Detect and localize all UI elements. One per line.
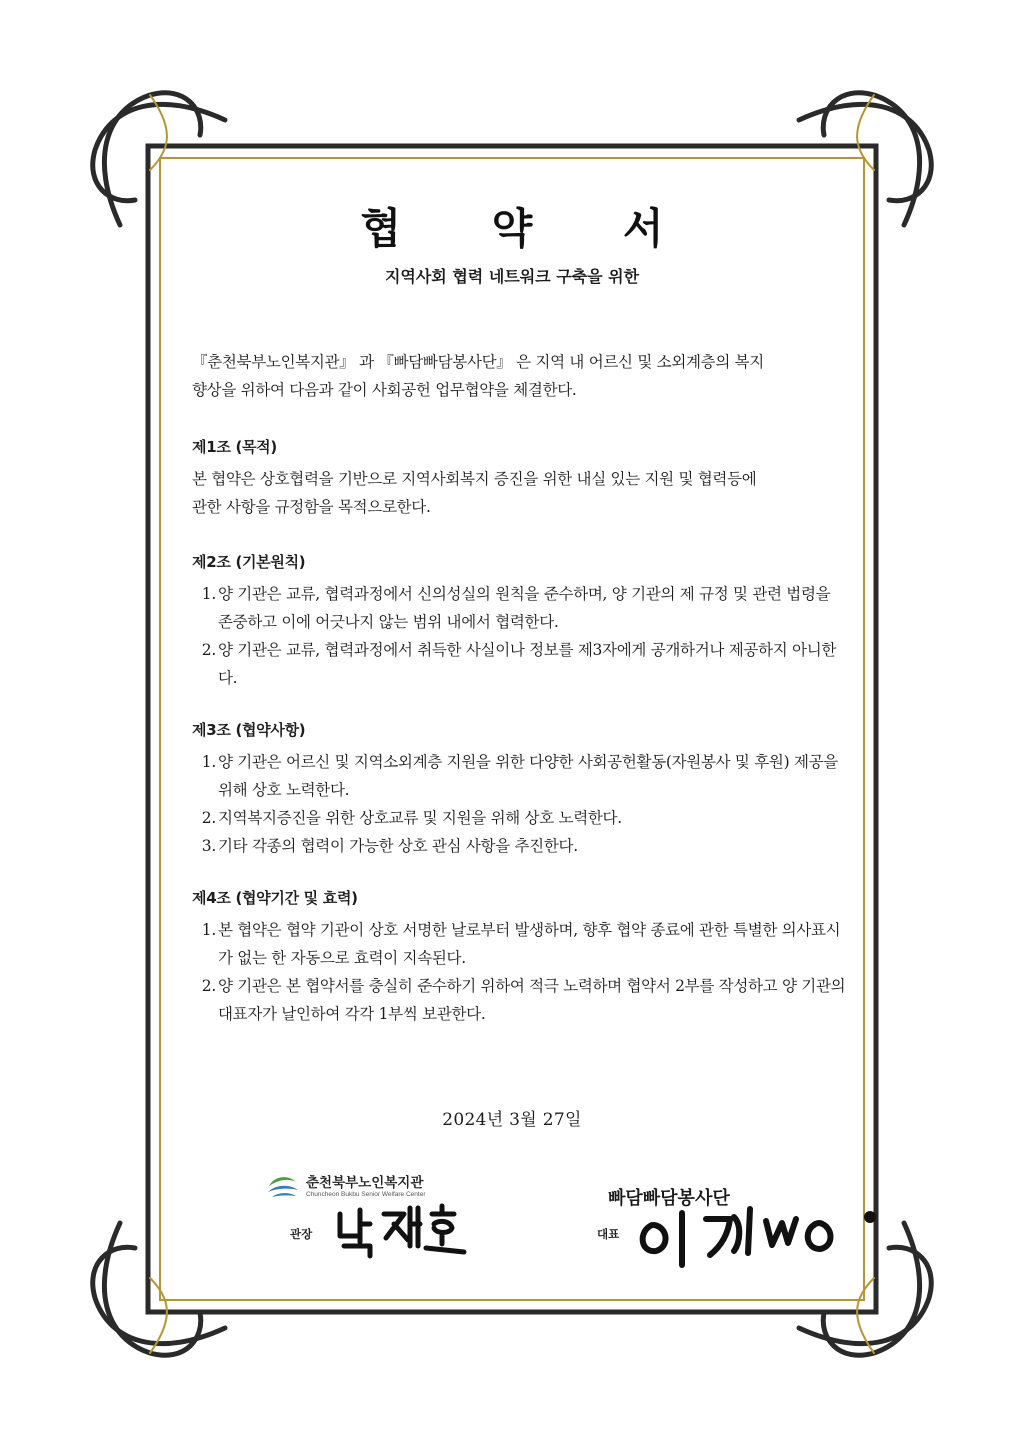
welfare-center-logo-icon xyxy=(266,1172,300,1202)
left-role-label: 관장 xyxy=(290,1227,313,1241)
intro-paragraph xyxy=(192,348,852,404)
article-heading: 제4조 (협약기간 및 효력) xyxy=(192,889,358,907)
list-item xyxy=(192,636,852,692)
left-signature xyxy=(330,1200,470,1260)
right-signature xyxy=(630,1195,890,1270)
list-text: 양 기관은 교류, 협력과정에서 신의성실의 원칙을 준수하며, 양 기관의 제 규정 및 관련 법령을 존중하고 이에 어긋나지 않는 범위 내에서 협력한다. xyxy=(218,585,831,631)
list-item xyxy=(192,580,852,636)
article-heading: 제3조 (협약사항) xyxy=(192,721,306,739)
article-list xyxy=(192,748,852,860)
left-org-name: 춘천북부노인복지관 xyxy=(306,1174,424,1191)
article-3 xyxy=(192,716,852,860)
article-heading: 제2조 (기본원칙) xyxy=(192,553,306,571)
list-text: 양 기관은 본 협약서를 충실히 준수하기 위하여 적극 노력하며 협약서 2부를 작성하고 양 기관의 대표자가 날인하여 각각 1부씩 보관한다. xyxy=(218,977,846,1023)
list-number: 3. xyxy=(201,837,216,855)
left-org-name-en: Chuncheon Bukbu Senior Welfare Center xyxy=(306,1190,426,1198)
list-item xyxy=(192,972,852,1028)
list-item xyxy=(192,916,852,972)
article-4 xyxy=(192,884,852,1028)
list-text: 양 기관은 교류, 협력과정에서 취득한 사실이나 정보를 제3자에게 공개하거나 제공하지 아니한다. xyxy=(218,641,837,687)
left-org-block xyxy=(266,1172,425,1202)
list-item xyxy=(192,804,852,832)
list-text: 본 협약은 협약 기관이 상호 서명한 날로부터 발생하며, 향후 협약 종료에 관한 특별한 의사표시가 없는 한 자동으로 효력이 지속된다. xyxy=(218,921,841,967)
list-text: 지역복지증진을 위한 상호교류 및 지원을 위해 상호 노력한다. xyxy=(218,809,622,827)
intro-line: 『춘천북부노인복지관』 과 『빠담빠담봉사단』 은 지역 내 어르신 및 소외계층의 복지 xyxy=(192,353,764,371)
list-number: 2. xyxy=(201,809,216,827)
intro-line: 향상을 위하여 다음과 같이 사회공헌 업무협약을 체결한다. xyxy=(192,381,577,399)
article-2 xyxy=(192,548,852,692)
article-list xyxy=(192,916,852,1028)
list-number: 1. xyxy=(201,585,216,603)
article-line: 본 협약은 상호협력을 기반으로 지역사회복지 증진을 위한 내실 있는 지원 및 협력등에 xyxy=(192,470,757,488)
right-org-name: 빠담빠담봉사단 xyxy=(608,1188,730,1209)
agreement-date: 2024년 3월 27일 xyxy=(442,1110,582,1130)
list-item xyxy=(192,832,852,860)
list-text: 기타 각종의 협력이 가능한 상호 관심 사항을 추진한다. xyxy=(218,837,578,855)
article-line: 관한 사항을 규정함을 목적으로한다. xyxy=(192,498,431,516)
article-heading: 제1조 (목적) xyxy=(192,438,277,456)
right-role-label: 대표 xyxy=(597,1227,620,1241)
list-number: 2. xyxy=(201,977,216,995)
document-title: 협 약 서 xyxy=(360,204,702,253)
list-item xyxy=(192,748,852,804)
list-text: 양 기관은 어르신 및 지역소외계층 지원을 위한 다양한 사회공헌활동(자원봉사 및 후원) 제공을 위해 상호 노력한다. xyxy=(218,753,838,799)
article-list xyxy=(192,580,852,692)
list-number: 2. xyxy=(201,641,216,659)
article-1 xyxy=(192,433,852,521)
document-subtitle: 지역사회 협력 네트워크 구축을 위한 xyxy=(384,267,640,286)
list-number: 1. xyxy=(201,921,216,939)
list-number: 1. xyxy=(201,753,216,771)
